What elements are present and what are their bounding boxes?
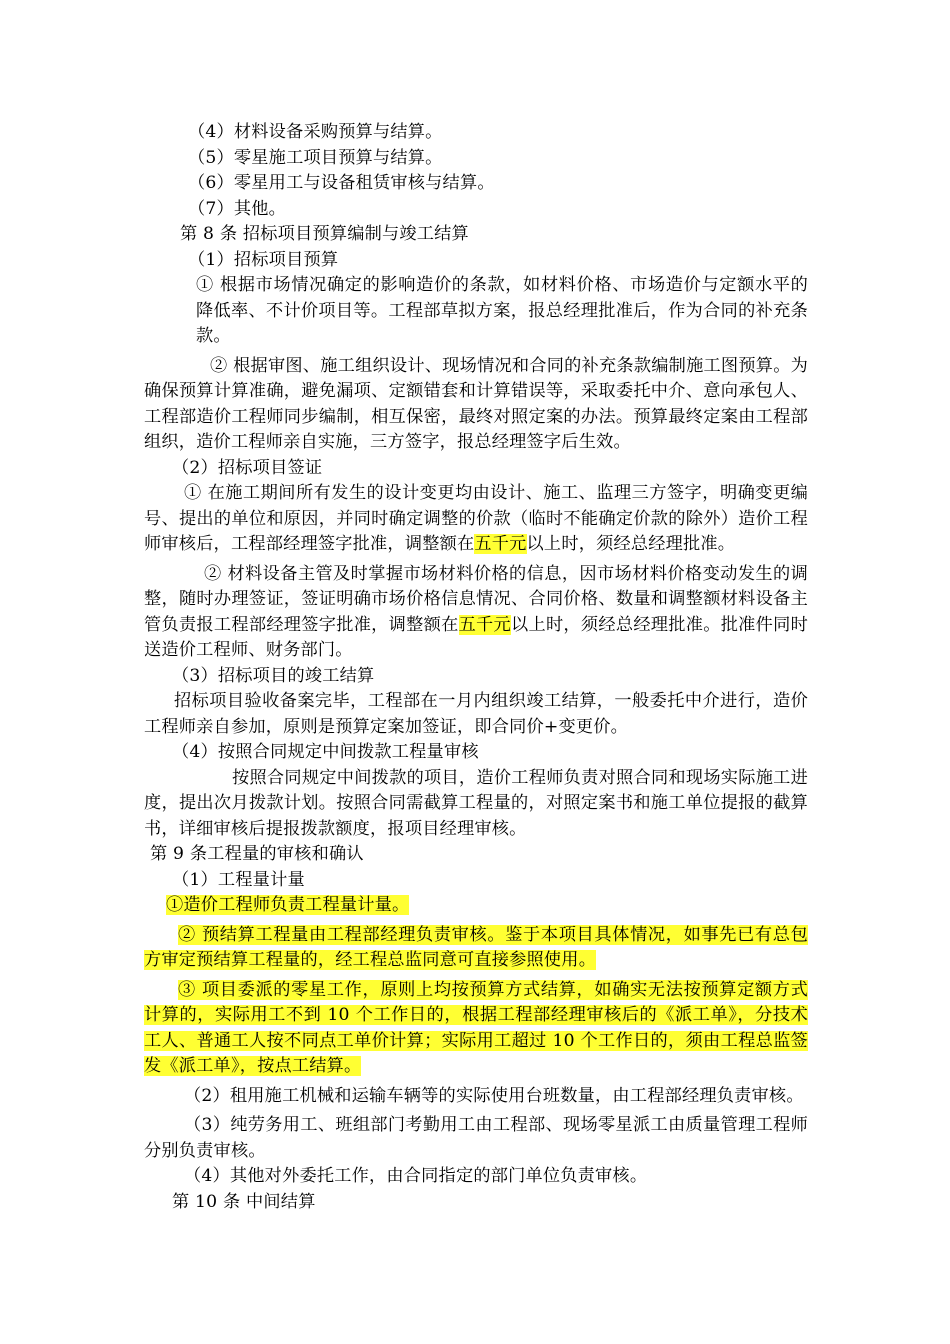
paragraph-text: ② 材料设备主管及时掌握市场材料价格的信息，因市场材料价格变动发生的调整，随时办理签证，签证明确市场价格信息情况、合同价格、数量和调整额材料设备主管负责报工程部经理签字批准，调整额在 <box>144 563 808 635</box>
paragraph <box>144 923 808 974</box>
paragraph-text: 按照合同规定中间拨款的项目，造价工程师负责对照合同和现场实际施工进度，提出次月拨款计划。按照合同需截算工程量的，对照定案书和施工单位提报的截算书，详细审核后提报拨款额度，报项目经理审核。 <box>144 767 808 839</box>
paragraph-text: 以上时，须经总经理批准。批准件同时送造价工程师、财务部门。 <box>144 614 808 660</box>
paragraph-text: ① 根据市场情况确定的影响造价的条款，如材料价格、市场造价与定额水平的降低率、不计价项目等。工程部草拟方案，报总经理批准后，作为合同的补充条款。 <box>196 275 808 346</box>
subsection-heading: （4）按照合同规定中间拨款工程量审核 <box>172 742 479 762</box>
article-8-heading: 第 8 条 招标项目预算编制与竣工结算 <box>180 224 469 244</box>
subsection-heading: （1）招标项目预算 <box>188 249 339 270</box>
paragraph-text: ② 根据审图、施工组织设计、现场情况和合同的补充条款编制施工图预算。为确保预算计算准确，避免漏项、定额错套和计算错误等，采取委托中介、意向承包人、工程部造价工程师同步编制，相互保密，最终对照定案的办法。预算最终定案由工程部组织，造价工程师亲自实施，三方签字，报总经理签字后生效。 <box>144 355 808 452</box>
highlighted-text: ③ 项目委派的零星工作，原则上均按预算方式结算，如确实无法按预算定额方式计算的，实际用工不到 10 个工作日的，根据工程部经理审核后的《派工单》，分技术工人、普通工人按不同点工单价计算；实际用工超过 10 个工作日的，须由工程总监签发《派工单》，按点工结算。 <box>144 979 808 1076</box>
list-item <box>144 893 808 919</box>
paragraph-text: （3）纯劳务用工、班组部门考勤用工由工程部、现场零星派工由质量管理工程师分别负责审核。 <box>144 1115 808 1161</box>
paragraph <box>144 1084 808 1110</box>
paragraph-text: （2）租用施工机械和运输车辆等的实际使用台班数量，由工程部经理负责审核。 <box>184 1085 804 1106</box>
paragraph <box>144 354 808 456</box>
paragraph <box>144 978 808 1080</box>
subsection-heading: （1）工程量计量 <box>172 869 305 890</box>
list-item-6: （6）零星用工与设备租赁审核与结算。 <box>188 173 495 193</box>
paragraph <box>144 766 808 843</box>
list-item: （4）其他对外委托工作，由合同指定的部门单位负责审核。 <box>184 1166 648 1186</box>
paragraph-text: 以上时，须经总经理批准。 <box>526 534 736 554</box>
list-item-5: （5）零星施工项目预算与结算。 <box>188 147 443 168</box>
list-item-7: （7）其他。 <box>188 198 287 219</box>
paragraph-text: ① 在施工期间所有发生的设计变更均由设计、施工、监理三方签字，明确变更编号、提出的单位和原因，并同时确定调整的价款（临时不能确定价款的除外）造价工程师审核后，工程部经理签字批准，调整额在 <box>144 483 808 554</box>
paragraph <box>144 1113 808 1164</box>
highlighted-amount: 五千元 <box>458 614 511 635</box>
subsection-heading: （3）招标项目的竣工结算 <box>172 665 375 686</box>
highlighted-text: ①造价工程师负责工程量计量。 <box>166 895 410 915</box>
article-10-heading: 第 10 条 中间结算 <box>172 1191 316 1212</box>
paragraph <box>144 273 808 350</box>
highlighted-amount: 五千元 <box>474 534 527 554</box>
paragraph-text: 招标项目验收备案完毕，工程部在一月内组织竣工结算，一般委托中介进行，造价工程师亲自参加，原则是预算定案加签证，即合同价+变更价。 <box>144 691 808 737</box>
paragraph <box>144 689 808 740</box>
article-9-heading: 第 9 条工程量的审核和确认 <box>150 844 364 864</box>
document-body <box>144 120 808 1215</box>
paragraph <box>144 562 808 664</box>
subsection-heading: （2）招标项目签证 <box>172 457 323 478</box>
list-item-4: （4）材料设备采购预算与结算。 <box>188 122 443 142</box>
highlighted-text: ② 预结算工程量由工程部经理负责审核。鉴于本项目具体情况，如事先已有总包方审定预结算工程量的，经工程总监同意可直接参照使用。 <box>144 924 808 970</box>
paragraph <box>144 481 808 558</box>
